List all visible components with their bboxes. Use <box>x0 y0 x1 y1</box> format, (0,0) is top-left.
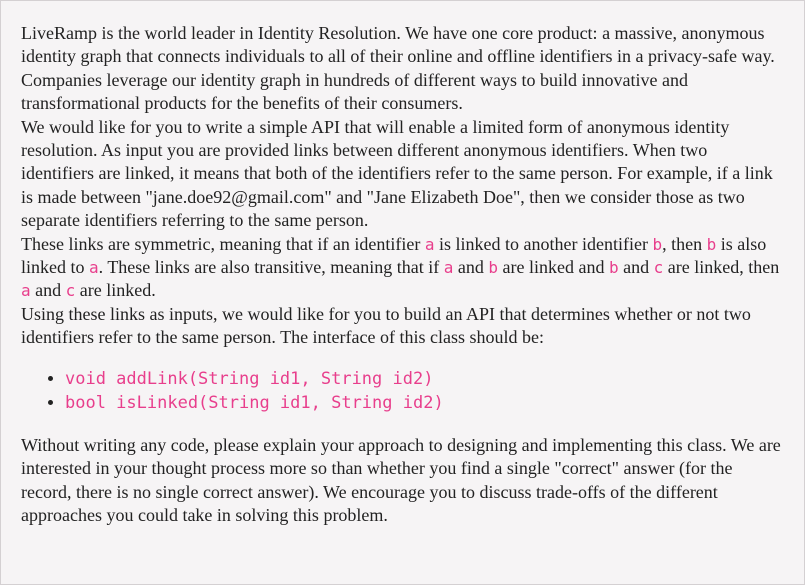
inline-code: c <box>653 258 664 278</box>
links-text: are linked and <box>498 257 609 278</box>
inline-code: b <box>488 258 498 278</box>
links-text: are linked. <box>75 280 156 301</box>
links-text: are linked, then <box>663 257 780 278</box>
inline-code: a <box>443 258 454 278</box>
method-list <box>21 367 781 415</box>
closing-paragraph: Without writing any code, please explain your approach to designing and implementing this class. We are interested in your thought process more so than whether you find a single "correct" answer (for the record, there is no single correct answer). We encourage you to discuss trade-offs of the different approaches you could take in solving this problem. <box>21 434 781 525</box>
links-text: , then <box>662 233 707 254</box>
inline-code: a <box>89 258 99 278</box>
inline-code: a <box>424 234 435 254</box>
inline-code: b <box>706 234 717 254</box>
links-text: is also linked to <box>21 233 767 278</box>
links-text: and <box>30 280 66 301</box>
links-paragraph <box>21 233 781 303</box>
links-text: . These links are also transitive, meaning that if <box>98 257 444 278</box>
inline-code: b <box>652 234 663 254</box>
links-text: is linked to another identifier <box>434 233 653 254</box>
links-text: These links are symmetric, meaning that if an identifier <box>21 233 425 254</box>
inline-code: b <box>608 258 619 278</box>
inline-code: c <box>65 281 76 301</box>
problem-statement <box>21 22 781 527</box>
links-text: and <box>453 257 489 278</box>
links-text: and <box>618 257 654 278</box>
method-item-islinked: • bool isLinked(String id1, String id2) <box>65 391 781 415</box>
task-paragraph: We would like for you to write a simple API that will enable a limited form of anonymous identity resolution. As input you are provided links between different anonymous identifiers. When two identifiers are linked, it means that both of the identifiers refer to the same person. For example, if a link is made between "jane.doe92@gmail.com" and "Jane Elizabeth Doe", then we consider those as two separate identifiers referring to the same person. <box>21 116 773 231</box>
method-item-addlink: • void addLink(String id1, String id2) <box>65 367 781 391</box>
api-intro-paragraph: Using these links as inputs, we would like for you to build an API that determines whether or not two identifiers refer to the same person. The interface of this class should be: <box>21 303 751 348</box>
intro-paragraph: LiveRamp is the world leader in Identity Resolution. We have one core product: a massive, anonymous identity graph that connects individuals to all of their online and offline identifiers in a privacy-safe way. Companies leverage our identity graph in hundreds of different ways to build innovative and transformational products for the benefits of their consumers. <box>21 23 775 114</box>
inline-code: a <box>21 281 31 301</box>
